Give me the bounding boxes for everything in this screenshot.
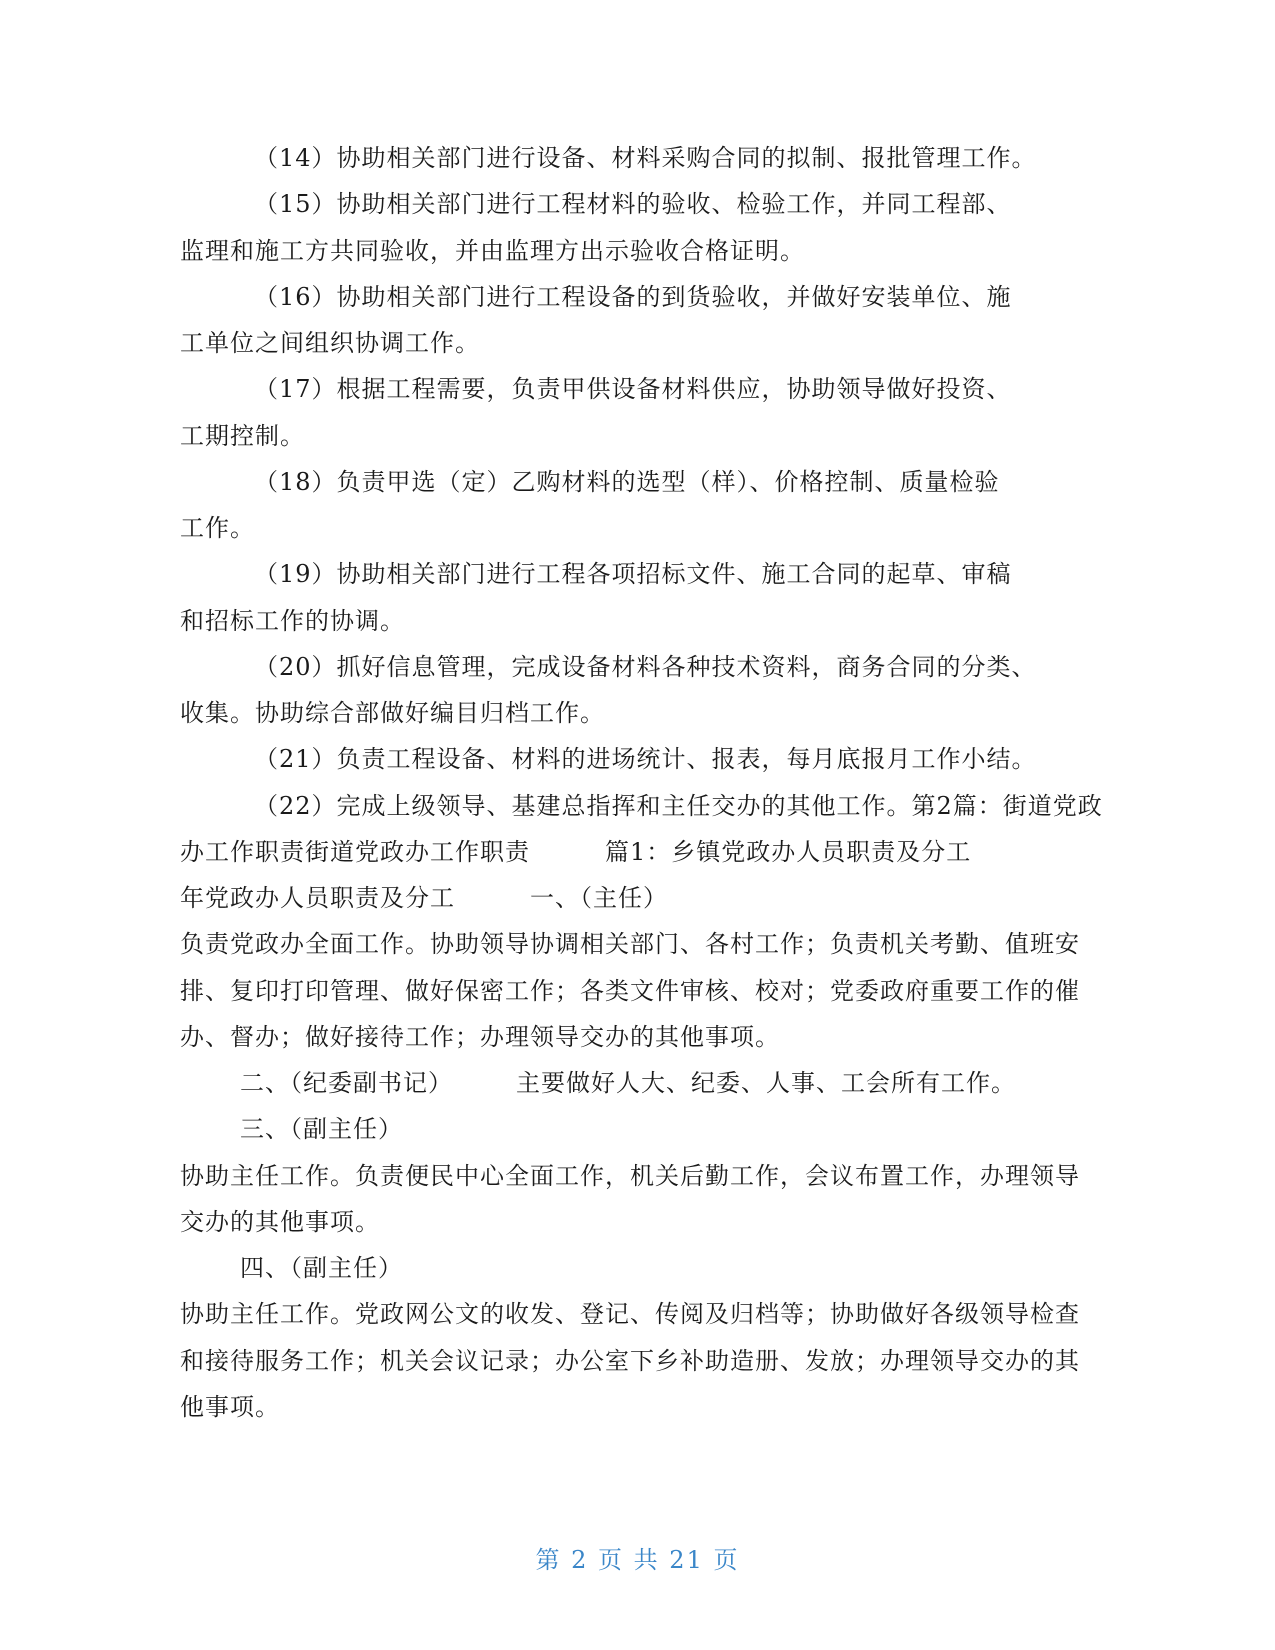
paragraph-line: 他事项。: [180, 1393, 280, 1421]
paragraph-line: 工单位之间组织协调工作。: [180, 329, 480, 357]
paragraph-line: 办、督办；做好接待工作；办理领导交办的其他事项。: [180, 1023, 780, 1051]
paragraph-line: 排、复印打印管理、做好保密工作；各类文件审核、校对；党委政府重要工作的催: [180, 977, 1080, 1005]
section-heading: 四、（副主任）: [240, 1254, 403, 1282]
paragraph-line: （20）抓好信息管理，完成设备材料各种技术资料，商务合同的分类、: [254, 653, 1037, 681]
paragraph-line: 工期控制。: [180, 422, 305, 450]
paragraph-line: 和招标工作的协调。: [180, 607, 405, 635]
paragraph-line: 交办的其他事项。: [180, 1208, 380, 1236]
paragraph-line: （19）协助相关部门进行工程各项招标文件、施工合同的起草、审稿: [254, 560, 1012, 588]
paragraph-line: 年党政办人员职责及分工 一、（主任）: [180, 884, 668, 912]
section-heading: 二、（纪委副书记） 主要做好人大、纪委、人事、工会所有工作。: [240, 1069, 1016, 1097]
paragraph-line: 和接待服务工作；机关会议记录；办公室下乡补助造册、发放；办理领导交办的其: [180, 1347, 1080, 1375]
paragraph-line: 负责党政办全面工作。协助领导协调相关部门、各村工作；负责机关考勤、值班安: [180, 930, 1080, 958]
paragraph-line: 工作。: [180, 514, 255, 542]
paragraph-line: 收集。协助综合部做好编目归档工作。: [180, 699, 605, 727]
section-heading: 三、（副主任）: [240, 1115, 403, 1143]
paragraph-line: （15）协助相关部门进行工程材料的验收、检验工作，并同工程部、: [254, 190, 1012, 218]
paragraph-line: （17）根据工程需要，负责甲供设备材料供应，协助领导做好投资、: [254, 375, 1012, 403]
paragraph-line: （18）负责甲选（定）乙购材料的选型（样）、价格控制、质量检验: [254, 468, 1000, 496]
paragraph-line: （14）协助相关部门进行设备、材料采购合同的拟制、报批管理工作。: [254, 144, 1037, 172]
page-number-footer: 第 2 页 共 21 页: [535, 1546, 740, 1574]
paragraph-line: （21）负责工程设备、材料的进场统计、报表，每月底报月工作小结。: [254, 745, 1037, 773]
paragraph-line: （22）完成上级领导、基建总指挥和主任交办的其他工作。第2篇：街道党政: [254, 792, 1103, 820]
paragraph-line: 监理和施工方共同验收，并由监理方出示验收合格证明。: [180, 237, 805, 265]
paragraph-line: （16）协助相关部门进行工程设备的到货验收，并做好安装单位、施: [254, 283, 1012, 311]
paragraph-line: 办工作职责街道党政办工作职责 篇1：乡镇党政办人员职责及分工: [180, 838, 972, 866]
paragraph-line: 协助主任工作。负责便民中心全面工作，机关后勤工作，会议布置工作，办理领导: [180, 1162, 1080, 1190]
paragraph-line: 协助主任工作。党政网公文的收发、登记、传阅及归档等；协助做好各级领导检查: [180, 1300, 1080, 1328]
